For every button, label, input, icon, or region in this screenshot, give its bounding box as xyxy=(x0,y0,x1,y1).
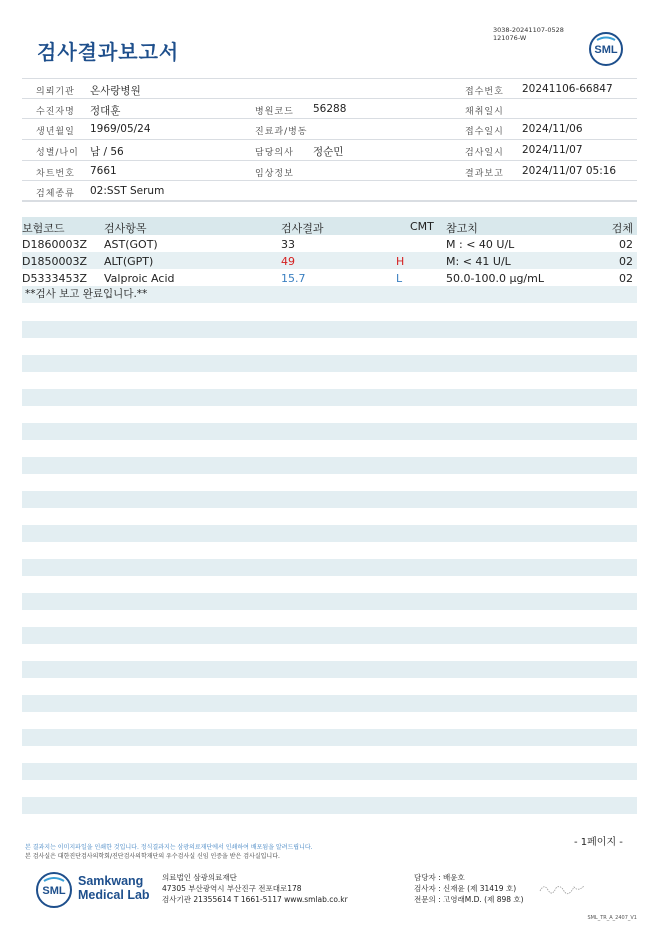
header-cmt: CMT xyxy=(410,220,434,233)
empty-row-stripe xyxy=(22,321,637,338)
result-cmt: H xyxy=(396,255,405,268)
info-value: 온사랑병원 xyxy=(90,85,141,97)
staff-line3: 전문의 : 고영래M.D. (제 898 호) xyxy=(414,895,524,904)
result-ref: 50.0-100.0 μg/mL xyxy=(446,272,544,285)
info-label: 결과보고 xyxy=(465,168,504,179)
info-label: 검체종류 xyxy=(36,189,75,200)
info-value: 2024/11/06 xyxy=(522,123,583,136)
info-label: 접수일시 xyxy=(465,127,504,138)
info-label: 진료과/병동 xyxy=(255,127,308,138)
info-value: 02:SST Serum xyxy=(90,185,165,198)
empty-row-stripe xyxy=(22,423,637,440)
svg-text:SML: SML xyxy=(594,44,618,56)
header-code: 보험코드 xyxy=(22,222,65,235)
info-value: 2024/11/07 xyxy=(522,144,583,157)
page-number: - 1페이지 - xyxy=(574,837,623,848)
info-label: 검사일시 xyxy=(465,148,504,159)
empty-row-stripe xyxy=(22,355,637,372)
info-row xyxy=(22,119,637,140)
doc-id-line2: 121076-W xyxy=(493,34,527,42)
result-code: D1860003Z xyxy=(22,238,87,251)
footer-address xyxy=(162,872,348,905)
info-label: 의뢰기관 xyxy=(36,87,75,97)
header-ref: 참고치 xyxy=(446,222,478,235)
sml-logo-icon xyxy=(589,32,623,66)
info-value: 7661 xyxy=(90,164,117,177)
footer-staff xyxy=(414,872,524,905)
result-ref: M : < 40 U/L xyxy=(446,238,515,251)
result-code: D5333453Z xyxy=(22,272,87,285)
info-label: 임상정보 xyxy=(255,168,294,179)
staff-line1: 담당자 : 배윤호 xyxy=(414,873,465,882)
info-value: 남 / 56 xyxy=(90,146,124,159)
info-value: 20241106-66847 xyxy=(522,83,613,95)
document-id xyxy=(493,26,564,42)
info-label: 채취일시 xyxy=(465,106,504,117)
result-item: Valproic Acid xyxy=(104,272,175,285)
empty-row-stripe xyxy=(22,525,637,542)
results-header xyxy=(22,217,637,235)
info-row xyxy=(22,181,637,202)
empty-row-stripe xyxy=(22,661,637,678)
empty-row-stripe xyxy=(22,797,637,814)
empty-row-stripe xyxy=(22,491,637,508)
staff-line2: 검사자 : 신재윤 (제 31419 호) xyxy=(414,884,517,893)
result-row xyxy=(22,235,637,252)
doc-id-line1: 3038-20241107-0528 xyxy=(493,26,564,34)
header-result: 검사결과 xyxy=(281,222,324,235)
info-value: 1969/05/24 xyxy=(90,123,151,136)
result-cmt: L xyxy=(396,272,403,285)
empty-row-stripe xyxy=(22,695,637,712)
footnote-image-print: 본 결과지는 이미지파일을 인쇄한 것입니다. 정식결과지는 삼광의료재단에서 인쇄하여 배포됨을 알려드립니다. xyxy=(25,844,313,851)
header-item: 검사항목 xyxy=(104,222,147,235)
result-result: 15.7 xyxy=(281,272,306,285)
info-label: 생년월일 xyxy=(36,127,75,138)
info-label: 담당의사 xyxy=(255,148,294,159)
info-label: 차트번호 xyxy=(36,168,75,179)
empty-row-stripe xyxy=(22,763,637,780)
result-specimen: 02 xyxy=(619,238,633,251)
form-code: SML_TR_A_2407_V1 xyxy=(587,915,637,921)
sml-footer-logo-icon xyxy=(36,872,72,908)
result-row xyxy=(22,252,637,269)
empty-row-stripe xyxy=(22,389,637,406)
result-specimen: 02 xyxy=(619,272,633,285)
info-label: 병원코드 xyxy=(255,106,294,117)
signature-image xyxy=(538,880,586,896)
results-body xyxy=(22,235,637,286)
empty-row-stripe xyxy=(22,593,637,610)
info-value: 정순민 xyxy=(313,146,344,159)
info-value: 정대훈 xyxy=(90,104,121,117)
result-result: 49 xyxy=(281,255,295,268)
brand-name xyxy=(78,874,150,902)
empty-row-stripe xyxy=(22,729,637,746)
result-ref: M: < 41 U/L xyxy=(446,255,511,268)
page-title: 검사결과보고서 xyxy=(37,40,180,64)
info-value: 2024/11/07 05:16 xyxy=(522,164,617,177)
results-table xyxy=(22,217,637,303)
info-label: 접수번호 xyxy=(465,87,504,97)
result-code: D1850003Z xyxy=(22,255,87,268)
header-specimen: 검체 xyxy=(611,222,633,235)
address-line2: 47305 부산광역시 부산진구 전포대로178 xyxy=(162,884,302,893)
info-label: 성별/나이 xyxy=(36,148,79,159)
info-row xyxy=(22,99,637,120)
info-label: 수진자명 xyxy=(36,106,75,117)
complete-row xyxy=(22,286,637,303)
info-row xyxy=(22,161,637,182)
result-specimen: 02 xyxy=(619,255,633,268)
info-row xyxy=(22,78,637,99)
result-row xyxy=(22,269,637,286)
svg-text:SML: SML xyxy=(42,885,66,897)
empty-row-stripe xyxy=(22,559,637,576)
brand-line1: Samkwang xyxy=(78,874,144,888)
info-row xyxy=(22,140,637,161)
complete-note: **검사 보고 완료입니다.** xyxy=(25,288,148,300)
address-line3: 검사기관 21355614 T 1661-5117 www.smlab.co.kr xyxy=(162,895,348,904)
empty-row-stripe xyxy=(22,627,637,644)
brand-line2: Medical Lab xyxy=(78,888,150,902)
empty-row-stripe xyxy=(22,457,637,474)
result-result: 33 xyxy=(281,238,295,251)
info-value: 56288 xyxy=(313,102,347,115)
footnote-accreditation: 본 검사실은 대한진단검사의학회/진단검사의학재단의 우수검사실 신임 인증을 받은 검사실입니다. xyxy=(25,853,280,860)
result-item: ALT(GPT) xyxy=(104,255,154,268)
patient-info-table xyxy=(22,78,637,202)
result-item: AST(GOT) xyxy=(104,238,158,251)
address-line1: 의료법인 삼광의료재단 xyxy=(162,873,237,882)
